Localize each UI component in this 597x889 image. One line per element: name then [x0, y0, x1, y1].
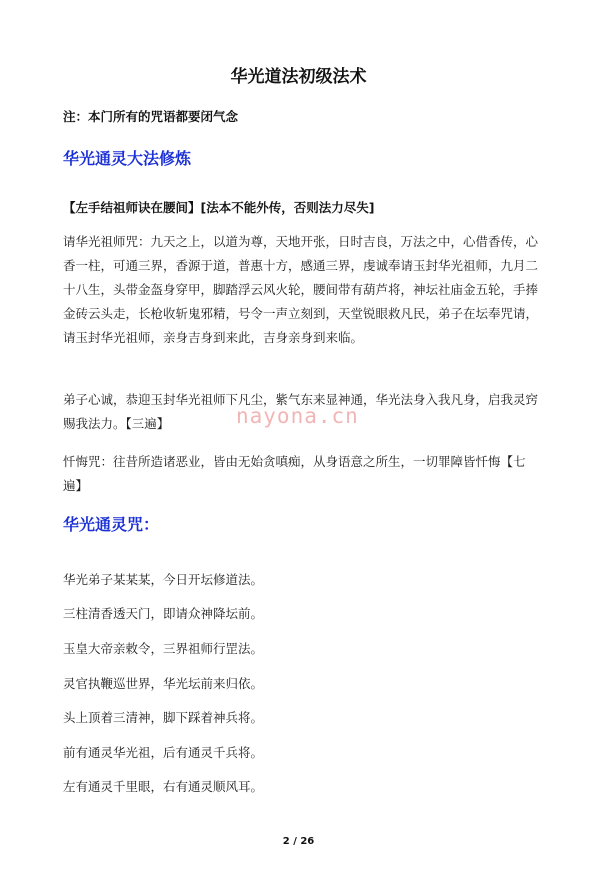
page-number: 2 / 26	[282, 836, 315, 847]
chant-line: 前有通灵华光祖，后有通灵千兵将。	[63, 745, 264, 760]
repentance-paragraph: 忏悔咒：往昔所造诸恶业，皆由无始贪嗔痴，从身语意之所生，一切罪障皆忏悔【七遍】	[63, 454, 526, 493]
invocation-paragraph: 请华光祖师咒：九天之上，以道为尊，天地开张，日时吉良，万法之中，心借香传，心香一柱，可通三界，香源于道，普惠十方，感通三界，虔诚奉请玉封华光祖师，九月二十八生，头带金盔身穿甲，脚踏浮云风火轮，腰间带有葫芦将，神坛社庙金五轮，手捧金砖云头走，长枪收斩鬼邪精，号令一声立刻到，天堂锐眼救凡民，弟子在坛奉咒请，请玉封华光祖师，亲身吉身到来此，吉身亲身到来临。	[63, 234, 539, 345]
chant-line: 玉皇大帝亲敕令，三界祖师行罡法。	[63, 641, 264, 656]
chant-line: 头上顶着三清神，脚下踩着神兵将。	[63, 710, 264, 725]
note-line: 注：本门所有的咒语都要闭气念	[63, 109, 239, 124]
chant-line: 左有通灵千里眼，右有通灵顺风耳。	[63, 779, 264, 794]
section-heading-cultivation: 华光通灵大法修炼	[63, 149, 192, 168]
section-heading-chant: 华光通灵咒：	[63, 515, 160, 534]
welcome-paragraph: 弟子心诚，恭迎玉封华光祖师下凡尘，紫气东来显神通，华光法身入我凡身，启我灵窍赐我法力。【三遍】	[63, 392, 539, 431]
document-title: 华光道法初级法术	[230, 67, 367, 87]
chant-line: 三柱清香透天门，即请众神降坛前。	[63, 606, 264, 621]
chant-line: 华光弟子某某某，今日开坛修道法。	[63, 572, 264, 587]
watermark: nayona.cn	[236, 404, 359, 428]
chant-line: 灵官执鞭巡世界，华光坛前来归依。	[63, 676, 264, 691]
instruction-line: 【左手结祖师诀在腰间】[法本不能外传，否则法力尽失]	[63, 200, 375, 215]
